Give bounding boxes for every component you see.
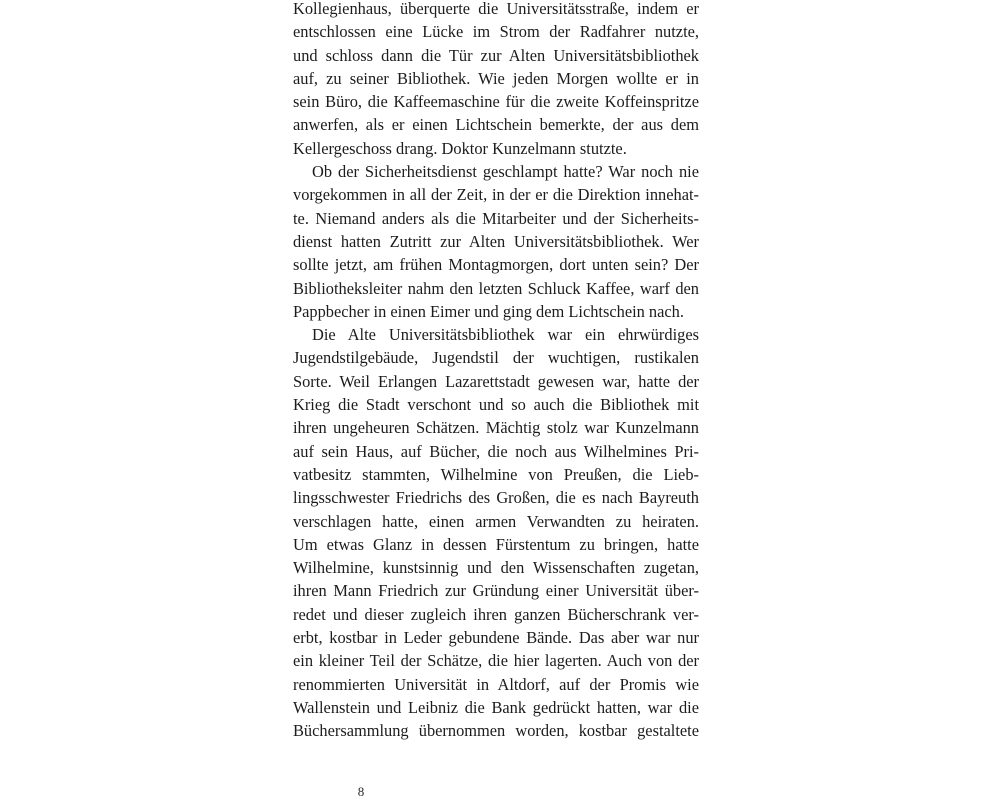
text-line: vatbesitz stammten, Wilhelmine von Preußen, die Lieb-: [293, 464, 699, 484]
paragraph: [293, 160, 699, 323]
text-line: Ob der Sicherheitsdienst geschlampt hatte? War noch nie: [312, 162, 699, 182]
text-line: Kellergeschoss drang. Doktor Kunzelmann stutzte.: [293, 138, 627, 158]
text-line: lingsschwester Friedrichs des Großen, die es nach Bayreuth: [293, 488, 699, 508]
text-line: Krieg die Stadt verschont und so auch die Bibliothek mit: [293, 395, 699, 415]
text-line: verschlagen hatte, einen armen Verwandten zu heiraten.: [293, 511, 699, 531]
text-line: Bibliotheksleiter nahm den letzten Schluck Kaffee, warf den: [293, 278, 699, 298]
text-line: auf, zu seiner Bibliothek. Wie jeden Morgen wollte er in: [293, 68, 699, 88]
text-line: anwerfen, als er einen Lichtschein bemerkte, der aus dem: [293, 115, 699, 135]
text-line: Um etwas Glanz in dessen Fürstentum zu bringen, hatte: [293, 534, 699, 554]
text-line: te. Niemand anders als die Mitarbeiter und der Sicherheits-: [293, 208, 699, 228]
text-line: renommierten Universität in Altdorf, auf der Promis wie: [293, 674, 699, 694]
page-number: 8: [357, 784, 365, 799]
text-line: dienst hatten Zutritt zur Alten Universitätsbibliothek. Wer: [293, 231, 699, 251]
text-line: entschlossen eine Lücke im Strom der Radfahrer nutzte,: [293, 22, 699, 42]
paragraph: [293, 0, 699, 160]
text-line: Die Alte Universitätsbibliothek war ein ehrwürdiges: [312, 325, 699, 345]
text-line: und schloss dann die Tür zur Alten Universitätsbibliothek: [293, 45, 699, 65]
text-line: Kollegienhaus, überquerte die Universitätsstraße, indem er: [293, 0, 699, 18]
paragraph: [293, 323, 699, 742]
text-line: ihren ungeheuren Schätzen. Mächtig stolz war Kunzelmann: [293, 418, 699, 438]
text-line: sollte jetzt, am frühen Montagmorgen, dort unten sein? Der: [293, 255, 699, 275]
text-line: redet und dieser zugleich ihren ganzen Bücherschrank ver-: [293, 604, 699, 624]
text-line: ein kleiner Teil der Schätze, die hier lagerten. Auch von der: [293, 651, 699, 671]
text-line: Wallenstein und Leibniz die Bank gedrückt hatten, war die: [293, 697, 699, 717]
text-line: Sorte. Weil Erlangen Lazarettstadt gewesen war, hatte der: [293, 371, 699, 391]
text-line: vorgekommen in all der Zeit, in der er die Direktion innehat-: [293, 185, 699, 205]
text-line: auf sein Haus, auf Bücher, die noch aus Wilhelmines Pri-: [293, 441, 699, 461]
body-text: [293, 0, 699, 743]
text-line: Jugendstilgebäude, Jugendstil der wuchtigen, rustikalen: [293, 348, 699, 368]
text-line: Büchersammlung übernommen worden, kostbar gestaltete: [293, 721, 699, 741]
text-line: sein Büro, die Kaffeemaschine für die zweite Koffeinspritze: [293, 92, 699, 112]
text-line: erbt, kostbar in Leder gebundene Bände. Das aber war nur: [293, 628, 699, 648]
text-line: Wilhelmine, kunstsinnig und den Wissenschaften zugetan,: [293, 558, 699, 578]
text-line: ihren Mann Friedrich zur Gründung einer Universität über-: [293, 581, 699, 601]
text-line: Pappbecher in einen Eimer und ging dem Lichtschein nach.: [293, 301, 684, 321]
